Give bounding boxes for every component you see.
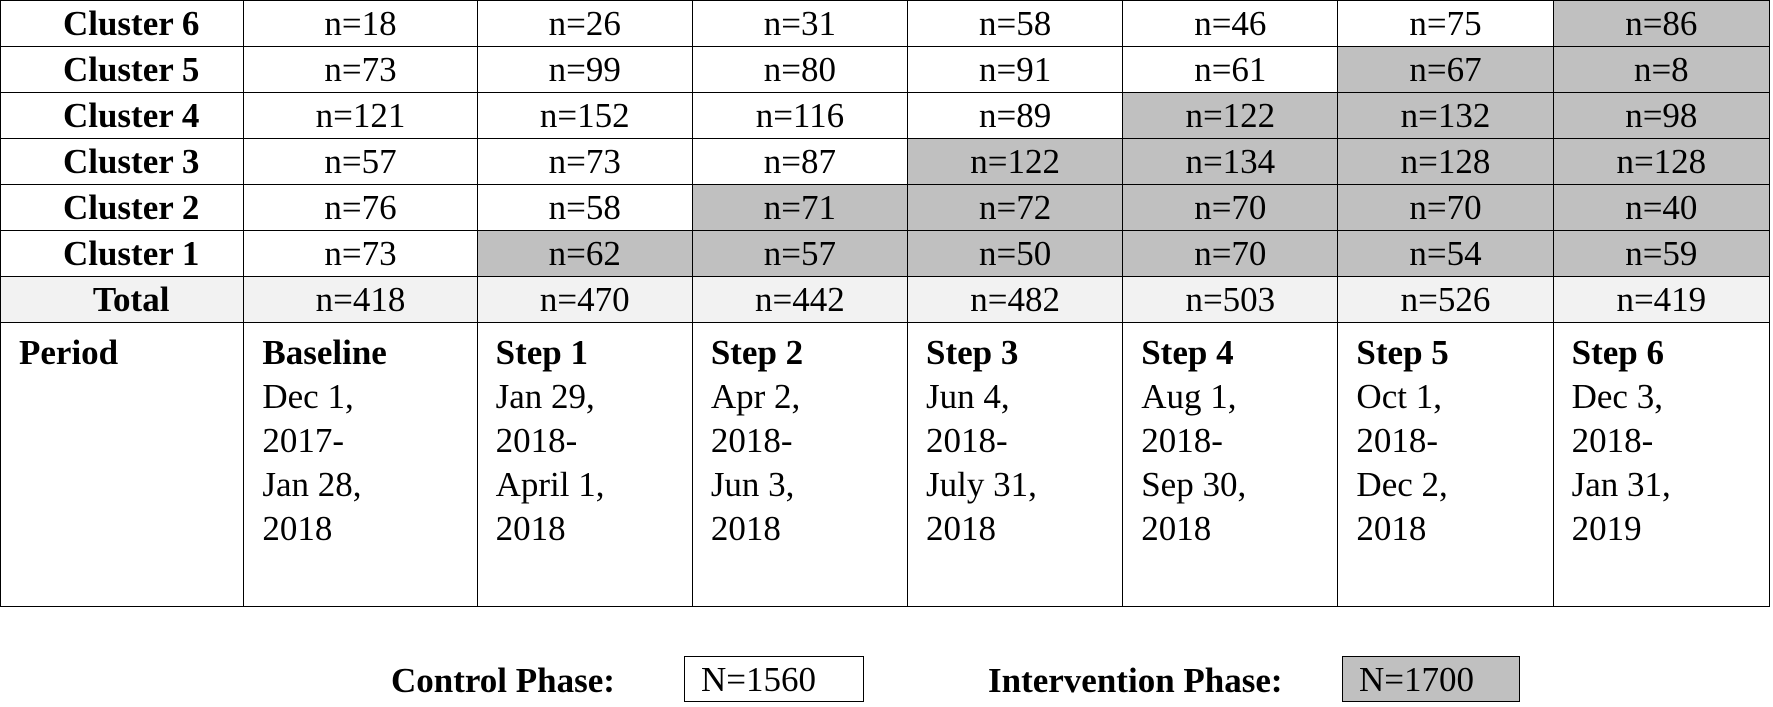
period-name: Step 6 [1571, 333, 1664, 372]
period-label: Period [1, 323, 244, 607]
cluster-count-cell: n=128 [1338, 139, 1553, 185]
total-count-cell: n=526 [1338, 277, 1553, 323]
control-phase-total-box: N=1560 [684, 656, 864, 702]
cluster-count-cell: n=57 [692, 231, 907, 277]
period-cell [1338, 323, 1553, 607]
cluster-count-cell: n=58 [908, 1, 1123, 47]
period-cell [1123, 323, 1338, 607]
cluster-count-cell: n=75 [1338, 1, 1553, 47]
period-dates: Aug 1, 2018- Sep 30, 2018 [1141, 377, 1247, 548]
cluster-count-cell: n=122 [908, 139, 1123, 185]
table-row [1, 1, 1770, 47]
cluster-count-cell: n=128 [1553, 139, 1769, 185]
cluster-count-cell: n=86 [1553, 1, 1769, 47]
total-count-cell: n=503 [1123, 277, 1338, 323]
cluster-count-cell: n=87 [692, 139, 907, 185]
period-cell [244, 323, 477, 607]
cluster-count-cell: n=73 [244, 47, 477, 93]
cluster-label: Cluster 2 [1, 185, 244, 231]
cluster-count-cell: n=70 [1123, 185, 1338, 231]
total-row [1, 277, 1770, 323]
table-row [1, 139, 1770, 185]
cluster-count-cell: n=80 [692, 47, 907, 93]
cluster-count-cell: n=76 [244, 185, 477, 231]
period-cell [1553, 323, 1769, 607]
cluster-count-cell: n=122 [1123, 93, 1338, 139]
period-dates: Dec 3, 2018- Jan 31, 2019 [1571, 377, 1671, 548]
cluster-count-cell: n=59 [1553, 231, 1769, 277]
period-name: Step 5 [1356, 333, 1449, 372]
cluster-count-cell: n=132 [1338, 93, 1553, 139]
period-name: Step 1 [495, 333, 588, 372]
total-count-cell: n=470 [477, 277, 692, 323]
cluster-count-cell: n=91 [908, 47, 1123, 93]
period-name: Baseline [262, 333, 387, 372]
cluster-count-cell: n=70 [1338, 185, 1553, 231]
period-row [1, 323, 1770, 607]
period-name: Step 3 [926, 333, 1019, 372]
period-dates: Oct 1, 2018- Dec 2, 2018 [1356, 377, 1448, 548]
cluster-label: Cluster 4 [1, 93, 244, 139]
cluster-label: Cluster 1 [1, 231, 244, 277]
cluster-count-cell: n=116 [692, 93, 907, 139]
cluster-count-cell: n=67 [1338, 47, 1553, 93]
intervention-phase-label: Intervention Phase: [988, 661, 1283, 700]
cluster-count-cell: n=61 [1123, 47, 1338, 93]
cluster-count-cell: n=72 [908, 185, 1123, 231]
control-phase-label: Control Phase: [391, 661, 615, 700]
period-name: Step 4 [1141, 333, 1234, 372]
phase-legend [0, 656, 1773, 706]
cluster-count-cell: n=98 [1553, 93, 1769, 139]
cluster-count-cell: n=26 [477, 1, 692, 47]
table-row [1, 231, 1770, 277]
table-row [1, 93, 1770, 139]
period-dates: Jun 4, 2018- July 31, 2018 [926, 377, 1037, 548]
cluster-label: Cluster 5 [1, 47, 244, 93]
cluster-label: Cluster 6 [1, 1, 244, 47]
cluster-count-cell: n=31 [692, 1, 907, 47]
cluster-count-cell: n=54 [1338, 231, 1553, 277]
cluster-count-cell: n=152 [477, 93, 692, 139]
cluster-count-cell: n=71 [692, 185, 907, 231]
total-count-cell: n=482 [908, 277, 1123, 323]
period-cell [477, 323, 692, 607]
period-dates: Jan 29, 2018- April 1, 2018 [495, 377, 605, 548]
cluster-count-cell: n=99 [477, 47, 692, 93]
total-label: Total [1, 277, 244, 323]
period-name: Step 2 [710, 333, 804, 372]
cluster-count-cell: n=121 [244, 93, 477, 139]
cluster-count-cell: n=40 [1553, 185, 1769, 231]
cluster-count-cell: n=73 [244, 231, 477, 277]
period-cell [692, 323, 907, 607]
cluster-count-cell: n=70 [1123, 231, 1338, 277]
cluster-count-cell: n=73 [477, 139, 692, 185]
period-dates: Dec 1, 2017- Jan 28, 2018 [262, 377, 362, 548]
period-dates: Apr 2, 2018- Jun 3, 2018 [710, 377, 801, 548]
cluster-count-cell: n=8 [1553, 47, 1769, 93]
table-body [1, 1, 1770, 607]
cluster-count-cell: n=46 [1123, 1, 1338, 47]
cluster-count-cell: n=18 [244, 1, 477, 47]
table-row [1, 47, 1770, 93]
cluster-count-cell: n=57 [244, 139, 477, 185]
total-count-cell: n=418 [244, 277, 477, 323]
cluster-count-cell: n=62 [477, 231, 692, 277]
cluster-count-cell: n=134 [1123, 139, 1338, 185]
cluster-count-cell: n=89 [908, 93, 1123, 139]
total-count-cell: n=419 [1553, 277, 1769, 323]
cluster-label: Cluster 3 [1, 139, 244, 185]
cluster-count-cell: n=58 [477, 185, 692, 231]
period-cell [908, 323, 1123, 607]
cluster-count-cell: n=50 [908, 231, 1123, 277]
table-row [1, 185, 1770, 231]
total-count-cell: n=442 [692, 277, 907, 323]
intervention-phase-total-box: N=1700 [1342, 656, 1520, 702]
